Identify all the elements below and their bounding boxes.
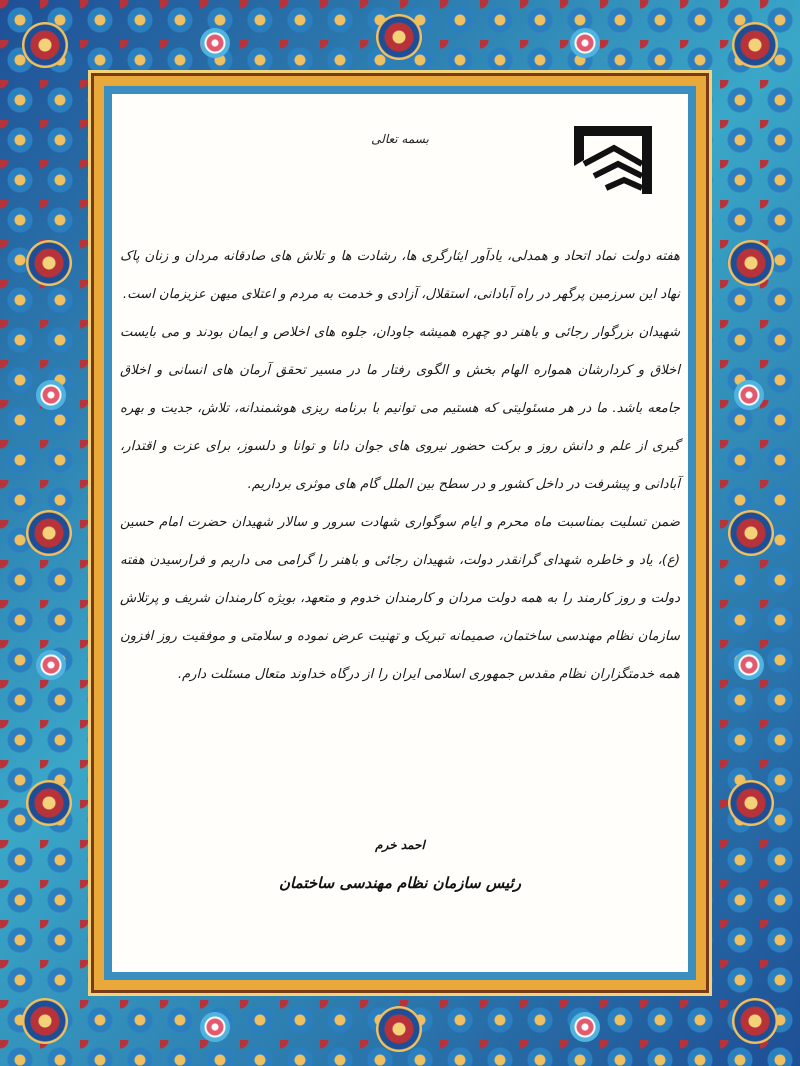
border-medallion-right-1 [728,240,774,286]
border-medallion-right-3 [728,780,774,826]
border-medallion-top-right [732,22,778,68]
border-flower-2 [570,28,600,58]
border-flower-7 [734,380,764,410]
border-medallion-bottom-mid [376,1006,422,1052]
border-medallion-right-2 [728,510,774,556]
building-steps-logo-icon [570,120,656,198]
border-flower-6 [36,650,66,680]
border-medallion-top-mid [376,14,422,60]
border-flower-8 [734,650,764,680]
paragraph-2: شهیدان بزرگوار رجائی و باهنر دو چهره همیشه جاودان، جلوه های اخلاص و ایمان بودند و می بایست اخلاق و کردارشان همواره الهام بخش و الگوی رفتار ما در مسیر تحقق آرمان های انسانی و اخلاق جامعه باشد. ما در هر مسئولیتی که هستیم می توانیم با برنامه ریزی هوشمندانه، تلاش، جدیت و بهره گیری از علم و دانش روز و برکت حضور نیروی های جوان دانا و توانا و دلسوز، برای عزت و اقتدار، آبادانی و پیشرفت در داخل کشور و در سطح بین الملل گام های موثری برداریم. [120,325,680,492]
letter-body [120,238,680,694]
border-medallion-left-2 [26,510,72,556]
border-flower-4 [570,1012,600,1042]
signature-name: احمد خرم [375,838,425,852]
border-medallion-top-left [22,22,68,68]
border-medallion-bottom-left [22,998,68,1044]
paragraph-1: هفته دولت نماد اتحاد و همدلی، یادآور ایثارگری ها، رشادت ها و تلاش های صادقانه مردان و زنان پاک نهاد این سرزمین پرگهر در راه آبادانی، استقلال، آزادی و خدمت به مردم و اعتلای میهن عزیزمان است. [120,249,680,302]
paragraph-3: ضمن تسلیت بمناسبت ماه محرم و ایام سوگواری شهادت سرور و سالار شهیدان حضرت امام حسین (ع)، یاد و خاطره شهدای گرانقدر دولت، شهیدان رجائی و باهنر را گرامی می داریم و فرارسیدن هفته دولت و روز کارمند را به همه دولت مردان و کارمندان خدوم و متعهد، بویژه کارمندان شریف و پرتلاش سازمان نظام مهندسی ساختمان، صمیمانه تبریک و تهنیت عرض نموده و سلامتی و موفقیت روز افزون همه خدمتگزاران نظام مقدس جمهوری اسلامی ایران را از درگاه خداوند متعال مسئلت دارم. [120,515,680,682]
border-medallion-bottom-right [732,998,778,1044]
border-flower-1 [200,28,230,58]
border-flower-3 [200,1012,230,1042]
border-medallion-left-1 [26,240,72,286]
border-flower-5 [36,380,66,410]
border-medallion-left-3 [26,780,72,826]
signature-title: رئیس سازمان نظام مهندسی ساختمان [279,874,521,892]
heading-bismillah: بسمه تعالی [371,132,429,146]
